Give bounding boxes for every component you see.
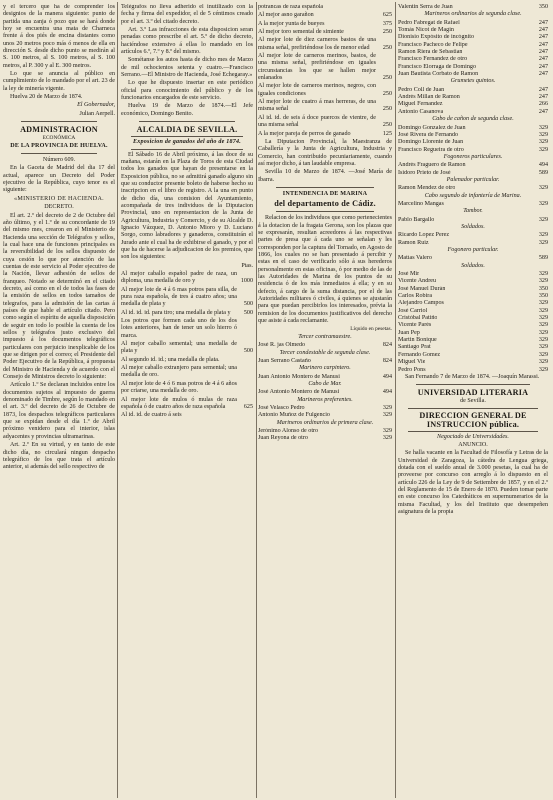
list-item	[398, 315, 548, 322]
mining-notice-text: Lo que se anuncia al público en cumplimiento de lo mandado por el art. 23 de la ley de minería vigente.	[3, 71, 115, 92]
prize-item	[258, 115, 392, 130]
column-1	[3, 4, 115, 796]
item-value: 247	[538, 34, 548, 41]
list-item	[398, 352, 548, 359]
crew-list	[398, 217, 548, 224]
signature-name: Julian Aerpell.	[79, 110, 115, 117]
list-item	[398, 201, 548, 208]
item-label: Tomás Nicot de Magin	[398, 27, 454, 34]
list-item	[398, 300, 548, 307]
item-label: Miguel Vie	[398, 359, 426, 366]
crew-list	[398, 201, 548, 208]
item-label: Ramon Mendez de otro	[398, 185, 456, 192]
item-value: 329	[538, 124, 548, 131]
rank-heading: Grumetes quintos.	[450, 78, 496, 85]
rank-heading: Fogonero particular.	[447, 247, 499, 253]
prize-amount: 1000	[240, 278, 253, 285]
prize-item	[258, 99, 392, 114]
item-value: 247	[538, 41, 548, 48]
list-item	[398, 359, 548, 366]
item-label: Ricardo Lopez Perez	[398, 232, 450, 239]
item-label: Andrés Millan de Ramon	[398, 94, 460, 101]
crew-list	[398, 162, 548, 177]
item-value: 329	[538, 216, 548, 223]
list-item	[398, 286, 548, 293]
item-value: 329	[538, 366, 548, 373]
item-value: 266	[538, 101, 548, 108]
prize-amount: 500	[243, 309, 253, 316]
prize-description: Al mejor caballo español padre de raza, un diploma, una medalla de oro y	[121, 271, 237, 285]
crew-list	[398, 87, 548, 116]
item-value: 329	[538, 322, 548, 329]
item-label: Juan Bautista Corbato de Ramon	[398, 71, 479, 78]
item-value: 494	[538, 162, 548, 169]
announcement-heading: ANUNCIO.	[458, 441, 488, 448]
signature-title: El Gobernador,	[77, 102, 115, 109]
list-item	[398, 170, 548, 177]
item-label: Pedro Pons	[398, 366, 426, 373]
rank-heading: Cabo segundo de infantería de Marina.	[424, 192, 522, 199]
prize-item	[258, 37, 392, 52]
list-item	[398, 185, 548, 192]
item-label: Martin Bonique	[398, 337, 437, 344]
prize-list	[121, 271, 253, 420]
item-value: 247	[538, 71, 548, 78]
list-item: Valentin Serra de Juan 350	[398, 4, 548, 10]
item-label: Cristóbal Patiño	[398, 315, 438, 322]
item-value: 329	[538, 307, 548, 314]
prize-amount: 250	[382, 90, 392, 97]
column-3	[258, 4, 392, 796]
notice-number: Número 609.	[42, 157, 76, 164]
item-label: Ramon Ruiz	[398, 239, 429, 246]
item-value: 329	[538, 139, 548, 146]
item-label: José Rivera de Fernando	[398, 131, 459, 138]
item-label: Isidoro Prieto de José	[398, 169, 451, 176]
notice-date: San Fernando 7 de Marzo de 1874. —Joaquín Marassi.	[405, 373, 540, 380]
item-value: 350	[538, 285, 548, 292]
prize-description: Al mejor lote de cuatro á mas herreras, de una misma señal	[258, 99, 376, 113]
item-value: 329	[538, 337, 548, 344]
section-subheading: de Sevilla.	[460, 398, 486, 405]
item-value: 329	[538, 271, 548, 278]
section-heading: DE LA PROVINCIA DE HUELVA.	[10, 142, 108, 149]
item-label: Pablo Bargallo	[398, 216, 435, 223]
list-item: Jerónimo Alonso de otro 329	[258, 428, 392, 435]
item-label: Santiago Prat	[398, 344, 431, 351]
prize-amount: 375	[382, 20, 392, 27]
item-label: Domingo Llorente de Juan	[398, 139, 464, 146]
divider	[131, 136, 243, 137]
body-paragraph: Relacion de los individuos que como pertenecientes á la dotacion de la fragata Gerona, son los plazas que se expresarán, resultan acreedores á las respectivas partes de presa que á cada uno se señalan y les corresponden por la captura del Tornado, en Agosto de 1866, los cuales no se han presentado á percibir y estas en el caso de verificarlo sólo á sus herederos personalmente en estas oficinas, ó por medio de las de las Autoridades de Marina de los puntos de su residencia ó de los más inmediatos á ella; y en su defecto, á cargo de la suma distancia, por el de las Autoridades militares ó civiles, á quienes se ajustarán para que puedan percibirlos los interesados, prévia la remision de los documentos justificativos del derecho que asiste á cada reclamante.	[258, 215, 392, 325]
crew-list	[398, 185, 548, 192]
list-item	[398, 27, 548, 34]
list-item	[398, 34, 548, 41]
item-label: Ramon Riera de Sebastian	[398, 49, 463, 56]
list-item	[398, 255, 548, 262]
item-value: 247	[538, 86, 548, 93]
section-subheading: ECONÓMICA	[42, 135, 76, 142]
ministry-heading: «MINISTERIO DE HACIENDA.	[14, 195, 104, 202]
prize-item	[258, 12, 392, 19]
prize-description: Al mejor asno garañon	[258, 12, 314, 19]
item-label: Carlos Robira	[398, 293, 433, 300]
prize-amount: 250	[382, 29, 392, 36]
list-item	[398, 147, 548, 154]
body-paragraph: Art. 3.º Las infracciones de esta disposicion seran penadas como prescribe el art. 5.º de dicho decreto, haciéndose extensivo á ellas lo mandado en los artículos 6.º, 7.º y 8.º del mismo.	[121, 27, 253, 56]
column-header-pesetas: Ptas.	[241, 262, 253, 269]
item-label: Fernando Gomez	[398, 351, 441, 358]
list-item	[398, 162, 548, 169]
rank-heading: Tambor.	[463, 208, 483, 215]
column-rule	[395, 2, 396, 798]
list-item	[398, 20, 548, 27]
prize-item	[258, 131, 392, 138]
divider	[21, 121, 97, 122]
column-2	[121, 4, 253, 796]
column-rule	[117, 2, 118, 798]
notice-date: Huelva 20 de Marzo de 1874.	[10, 94, 83, 101]
item-label: Francisco Fernandez de otro	[398, 56, 468, 63]
list-item	[398, 278, 548, 285]
item-value: 329	[538, 359, 548, 366]
divider	[416, 384, 530, 385]
item-value: 247	[538, 56, 548, 63]
column-4	[398, 4, 548, 796]
list-item	[398, 139, 548, 146]
list-item	[398, 367, 548, 374]
list-item	[398, 337, 548, 344]
list-item	[398, 132, 548, 139]
item-label: Marcelino Mangas	[398, 200, 444, 207]
prize-description: Al mejor caballo extranjero para semental; una medalla de oro.	[121, 365, 237, 379]
prize-description: Al mejor toro semental de simiente	[258, 29, 344, 36]
section-heading: UNIVERSIDAD LITERARIA	[417, 388, 529, 398]
prize-amount: 250	[382, 44, 392, 51]
crew-list	[398, 255, 548, 262]
item-value: 247	[538, 27, 548, 34]
item-label: Vicente Andreu	[398, 278, 437, 285]
prize-item	[121, 381, 253, 396]
prize-item	[258, 29, 392, 36]
prize-item	[121, 412, 253, 419]
body-paragraph: La Diputacion Provincial, la Maestranza de Caballería y la Junta de Agricultura, Industria y Comercio, han contribuido pecuniariamente, cuando así mejor dicho, á tan laudable empresa.	[258, 138, 392, 167]
crew-list	[398, 20, 548, 79]
prize-description: Al id. id. id. para tiro; una medalla de plata y	[121, 309, 231, 316]
crew-list	[398, 232, 548, 247]
list-item	[398, 330, 548, 337]
body-paragraph: Huelva 19 de Marzo de 1874.—El Jefe económico, Domingo Benito.	[121, 103, 253, 117]
prize-amount: 625	[382, 12, 392, 19]
list-item	[398, 71, 548, 78]
divider	[408, 408, 538, 409]
item-value: 329	[538, 300, 548, 307]
prize-item	[121, 271, 253, 286]
item-value: 329	[538, 344, 548, 351]
rank-heading: Soldados.	[461, 262, 485, 269]
prize-item	[258, 4, 392, 11]
prize-description: Al mejor caballo semental; una medalla de plata y	[121, 341, 237, 355]
list-item: Juan Antonio Montero de Manusi 494	[258, 373, 392, 380]
item-value: 329	[538, 351, 548, 358]
prize-item	[121, 287, 253, 309]
item-label: Pedro Fabregat de Rafael	[398, 19, 460, 26]
rank-heading: Cabo de cañon de segunda clase.	[432, 116, 514, 123]
list-item	[398, 109, 548, 116]
item-label: Miguel Fernandez	[398, 101, 443, 108]
item-label: Juan Pep	[398, 329, 420, 336]
body-paragraph: Se halla vacante en la Facultad de Filosofía y Letras de la Universidad de Zaragoza, la cátedra de Lengua griega, dotada con el sueldo anual de 3.000 pesetas, la cual ha de proveerse por concurso con arreglo á lo dispuesto en el artículo 226 de la Ley de 9 de Setiembre de 1857, y en el 2.º del Reglamento de 15 de Enero de 1870. Pueden tomar parte en este concurso los Catedráticos en supernumerarios de la misma Facultad, y los del Instituto que desempeñen asignatura de la propia	[398, 450, 548, 515]
list-item: José Velasco Pedro 329	[258, 405, 392, 412]
item-label: José Mir	[398, 271, 420, 278]
prize-description: Al mejor lote de 4 ó 6 mas potros de 4 á 6 años por criarse, una medalla de oro.	[121, 380, 237, 395]
item-value: 247	[538, 108, 548, 115]
prize-amount: 625	[243, 403, 253, 410]
rank-heading: Marineros ordinarios de segunda clase.	[424, 11, 522, 18]
list-item	[398, 87, 548, 94]
list-item	[398, 232, 548, 239]
rank-heading: Fogoneros particulares.	[443, 153, 503, 160]
prize-item	[121, 341, 253, 356]
rank-heading: Marinero carpintero.	[299, 365, 351, 372]
crew-list	[398, 271, 548, 374]
decree-heading: DECRETO.	[44, 204, 74, 211]
item-label: José Manuel Durán	[398, 285, 446, 292]
list-item	[398, 322, 548, 329]
divider	[276, 187, 374, 188]
item-label: Francisco Elorraga de Domingo	[398, 63, 477, 70]
list-item	[398, 308, 548, 315]
list-item	[398, 293, 548, 300]
prize-item	[258, 21, 392, 28]
list-item	[398, 217, 548, 224]
item-label: Dionisio Expósito de incógnito	[398, 34, 474, 41]
prize-description: A la mejor pareja de perros de ganado	[258, 130, 351, 137]
section-subheading: Negociado de Universidades.	[437, 433, 509, 440]
item-label: Domingo Gonzalez de Juan	[398, 124, 466, 131]
prize-item	[121, 397, 253, 412]
section-subheading: Exposicion de ganados del año de 1874.	[133, 139, 241, 146]
item-label: Andrés Fraguero de Ramon	[398, 162, 466, 169]
prize-description: Los potros que formen cada uno de los dos lotes anteriores, han de tener un solo hierro ó marca.	[121, 318, 237, 339]
prize-description: Al segundo id. id.; una medalla de plata.	[121, 356, 220, 363]
prize-amount: 250	[382, 106, 392, 113]
item-value: 329	[538, 185, 548, 192]
divider	[408, 431, 538, 432]
list-item	[398, 271, 548, 278]
item-label: Matías Valero	[398, 255, 432, 262]
rank-heading: Marineros ordinarios de primera clase.	[276, 419, 374, 426]
item-value: 589	[538, 169, 548, 176]
mining-notice-text: y el tercero que ha de comprender los designios de la manera siguiente: punto de partida una zanja ó pozo que se hará donde hoy se encuentra una mata de Charneca frente á dos piés de encina distantes como unos 20 metros poco más ó menos de ella en dirección S. desde dicho punto se medirán al S. 100 metros, al S. 100 metros, al S. 100 metros, al P. 300 y al E. 300 metros.	[3, 4, 115, 69]
item-label: Francisco Pacheco de Felipe	[398, 41, 468, 48]
item-label: Alejandro Campos	[398, 300, 444, 307]
body-paragraph: El Sábado 16 de Abril próximo, á las doce de su mañana, estarán en la Plaza de Toros de esta Ciudad todos los ganados que hayan de presentarse en la Exposicion pública, no se admitirá ganado alguno sin que su conductor presente boleto de haberse hecho su inscripcion en el libro de registro. A la una en punto de dicho día, una comision del Ayuntamiento, acompañada de tres individuos de la Diputacion Provincial, uno en representacion de la Junta de Agricultura, Industria y Comercio, y de su Alcalde D. Ignacio Vázquez, D. Antonio Mioro y D. Luciano Sorgo, como labradores y ganaderos, constituirán el Jurado ante el cual ha de exhibirse el ganado, y por el que ha de hacerse la adjudicacion de los premios, que son los siguientes:	[121, 151, 253, 261]
body-paragraph: Telégrafos no lleva adherido el inutilizado con la fecha y firma del expedidor, el de 5 céntimos creado por el art. 3.º del citado decreto.	[121, 4, 253, 25]
list-item	[398, 101, 548, 108]
prize-description: Al mejor lote de carneros merinos, bastos, de una misma señal, prefiriéndose en iguales circunstancias los que se hallen mejor enlanados	[258, 53, 376, 82]
prize-description: Al id. id. de cuatro á seis	[121, 412, 182, 419]
rank-heading: Tercer condestable de segunda clase.	[279, 349, 371, 356]
prize-amount: 250	[382, 122, 392, 129]
rank-heading: Cabo de Mar.	[308, 381, 342, 388]
item-value: 329	[538, 329, 548, 336]
prize-amount: 500	[243, 301, 253, 308]
item-value: 247	[538, 49, 548, 56]
prize-description: Al mejor lote de 4 á 6 mas potros para silla, de pura raza española, de tres á cuatro años; una medalla de plata y	[121, 286, 237, 308]
list-item	[398, 49, 548, 56]
prize-item	[121, 365, 253, 380]
item-label: Francisco Regueira de otro	[398, 146, 464, 153]
prize-item	[258, 83, 392, 98]
prize-list	[258, 4, 392, 138]
crew-list	[398, 125, 548, 154]
prize-description: Al mejor lote de carneros merinos, negros, con iguales condiciones	[258, 83, 376, 97]
item-value: 247	[538, 19, 548, 26]
prize-amount: 250	[382, 75, 392, 82]
divider	[276, 211, 374, 212]
list-item: José Antonio Montero de Manusi 494	[258, 389, 392, 396]
list-item	[398, 125, 548, 132]
item-label: Pedro Coll de Juan	[398, 86, 445, 93]
list-item	[398, 344, 548, 351]
item-value: 329	[538, 315, 548, 322]
prize-description: potrancas de raza española	[258, 4, 324, 10]
list-item: Juan Reyona de otro 329	[258, 435, 392, 442]
column-rule	[256, 2, 257, 798]
item-label: Vicente Parés	[398, 322, 432, 329]
prize-description: Al mejor lote de mulos ó mulas de raza española ó de cuatro años de raza española	[121, 396, 237, 410]
prize-amount: 125	[382, 130, 392, 137]
divider	[139, 121, 235, 122]
rank-heading: Palenador particular.	[446, 176, 500, 183]
list-item	[398, 64, 548, 71]
list-item: José R. jas Olmedo 824	[258, 342, 392, 349]
notice-date: Sevilla 10 de Marzo de 1874. —José María de Ibarra.	[258, 169, 392, 183]
body-paragraph: Sométanse los autos hasta de dicho mes de Marzo de mil ochocientos setenta y cuatro.—Francisco Serrano.—El Ministro de Hacienda, José Echegaray.»	[121, 57, 253, 79]
prize-amount: 500	[243, 348, 253, 355]
list-item: Antonio Muñoz de Fulgencio 329	[258, 412, 392, 419]
body-paragraph: En la Gaceta de Madrid del dia 17 del actual, aparece un Decreto del Poder ejecutivo de la República, cuyo tenor es el siguiente:	[3, 165, 115, 194]
rank-heading: Tercer contramaestre.	[298, 334, 352, 340]
body-paragraph: El art. 2.º del decreto de 2 de Octubre del año último, y el 1.º de su concordante de 19 del mismo mes, crearon en el Ministerio de Hacienda una sección de Telégrafos y sellos, la cual hace una de funciones principales es la reversibilidad de los sellos dispuesto de cuya cesión lo que por atención de las cuentas de este servicio al Poder ejecutivo de la Nación, llevar adhesión de sellos de franqueo. Notado se determinó en el citado decreto, así como en el de todos las fases de la emisión de sellos en todos tamaños de telegrafos, para la admisión de las cartas á países de que hable el artículo citado. Pero como según el espíritu de aquella disposición de seguir en todo lo posible la cuenta de los sellos y telégrafos justo exclusivo del impuesto á los documentos telegráficos particulares con perjuicio inexplicable de los que se dirigen por el correo; el Presidente del Poder Ejecutivo de la República, á propuesta del Ministro de Hacienda y de acuerdo con el Consejo de Ministros decreto lo siguiente:	[3, 212, 115, 381]
list-item	[398, 42, 548, 49]
section-heading: INTENDENCIA DE MARINA	[282, 190, 368, 197]
item-value: 589	[538, 255, 548, 262]
item-value: 329	[538, 278, 548, 285]
section-heading: ALCALDIA DE SEVILLA.	[136, 125, 238, 135]
body-paragraph: Lo que he dispuesto insertar en este periódico oficial para conocimiento del público y de los funcionarios encargados de este servicio.	[121, 80, 253, 102]
item-value: 329	[538, 146, 548, 153]
column-header-liquido: Líquido en pesetas.	[350, 326, 392, 333]
item-value: 329	[538, 200, 548, 207]
body-paragraph: Artículo 1.º Se declaran incluidos entre los documentos sujetos al impuesto de guerra denominado de Timbre, según lo mandado en el art. 3.º del decreto de 26 de Octubre de 1873, los despachos telegráficos particulares que se expidan desde el día 1.º de Abril próximo venidero para el interior, islas adyacentes y provincias ultramarinas.	[3, 382, 115, 440]
prize-description: A la mejor yunta de bueyes	[258, 20, 325, 27]
item-value: 350	[538, 293, 548, 300]
section-heading: DIRECCION GENERAL DE INSTRUCCION pública.	[419, 410, 527, 429]
list-item	[398, 240, 548, 247]
prize-item	[121, 318, 253, 340]
divider	[21, 153, 97, 154]
item-value: 329	[538, 232, 548, 239]
item-label: José Carriol	[398, 307, 428, 314]
body-paragraph: Art. 2.º En su virtud, y en tanto de este dicho día, no circulará ningun despacho telegráfico de los que trata el artículo anterior, si además del sello respectivo de	[3, 442, 115, 471]
item-value: 329	[538, 239, 548, 246]
item-label: Antonio Casanova	[398, 108, 444, 115]
prize-item	[121, 310, 253, 317]
prize-description: Al id. id. de seis á doce puercos de vientre, de una misma señal	[258, 114, 376, 129]
section-heading: ADMINISTRACION	[20, 125, 98, 135]
item-value: 247	[538, 63, 548, 70]
prize-item	[258, 53, 392, 82]
prize-item	[121, 357, 253, 364]
item-value: 247	[538, 94, 548, 101]
divider	[131, 149, 243, 150]
rank-heading: Soldados.	[461, 223, 485, 230]
item-value: 329	[538, 131, 548, 138]
prize-description: Al mejor lote de diez carneros bastos de una misma señal, prefiriéndose los de menor edad	[258, 37, 376, 51]
section-heading: del departamento de Cádiz.	[274, 199, 376, 209]
list-item	[398, 94, 548, 101]
list-item	[398, 56, 548, 63]
rank-heading: Marineros preferentes.	[297, 396, 353, 403]
list-item: Juan Serrano Castaño 824	[258, 358, 392, 365]
